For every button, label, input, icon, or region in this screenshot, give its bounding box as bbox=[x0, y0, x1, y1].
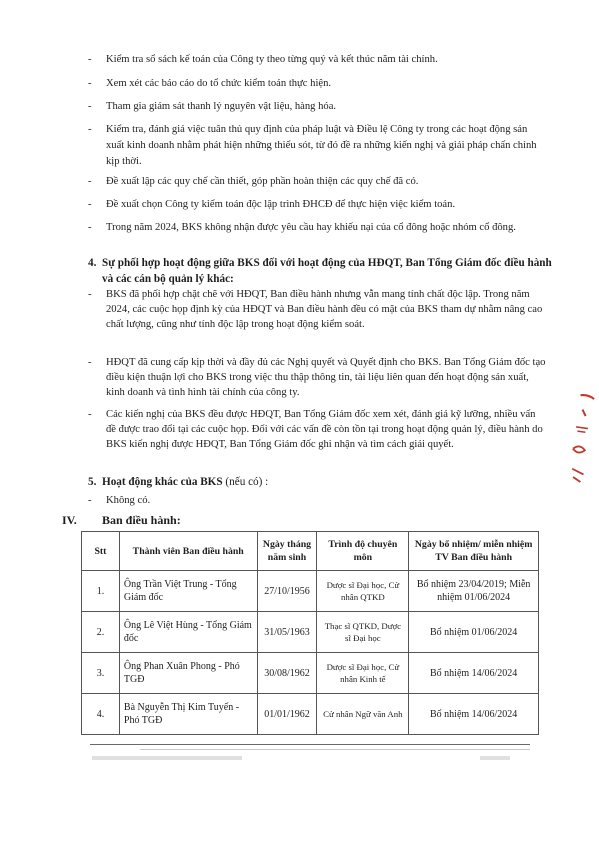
section-heading-5 bbox=[88, 474, 558, 490]
cell-birthdate: 30/08/1962 bbox=[257, 653, 317, 694]
bullet-mark: - bbox=[88, 78, 92, 89]
bullet-item bbox=[88, 76, 548, 92]
scan-artifact bbox=[92, 756, 242, 760]
bullet-text: Tham gia giám sát thanh lý nguyên vật liệu, hàng hóa. bbox=[106, 101, 337, 112]
heading-text: Sự phối hợp hoạt động giữa BKS đối với hoạt động của HĐQT, Ban Tổng Giám đốc điều hành và các cán bộ quản lý khác: bbox=[102, 257, 552, 285]
section-iv-heading bbox=[62, 513, 181, 528]
cell-birthdate: 27/10/1956 bbox=[257, 571, 317, 612]
bullet-item bbox=[88, 220, 548, 236]
bullet-item bbox=[88, 355, 548, 400]
bullet-text: Trong năm 2024, BKS không nhận được yêu cầu hay khiếu nại của cổ đông hoặc nhóm cổ đông. bbox=[106, 222, 516, 233]
bullet-mark: - bbox=[88, 495, 92, 506]
bullet-mark: - bbox=[88, 54, 92, 65]
executive-board-table bbox=[81, 531, 539, 735]
cell-appointment: Bổ nhiệm 14/06/2024 bbox=[409, 694, 539, 735]
bullet-mark: - bbox=[88, 409, 92, 420]
cell-member: Ông Lê Việt Hùng - Tổng Giám đốc bbox=[119, 612, 257, 653]
section-heading-4 bbox=[88, 255, 558, 287]
bullet-text: Xem xét các báo cáo do tổ chức kiểm toán thực hiện. bbox=[106, 78, 332, 89]
table-row bbox=[82, 612, 539, 653]
cell-qualification: Cử nhân Ngữ văn Anh bbox=[317, 694, 409, 735]
cell-member: Ông Trần Việt Trung - Tổng Giám đốc bbox=[119, 571, 257, 612]
bullet-mark: - bbox=[88, 101, 92, 112]
cell-qualification: Thạc sĩ QTKD, Dược sĩ Đại học bbox=[317, 612, 409, 653]
bullet-text: Không có. bbox=[106, 495, 151, 506]
cell-birthdate: 01/01/1962 bbox=[257, 694, 317, 735]
roman-numeral: IV. bbox=[62, 513, 77, 527]
cell-qualification: Dược sĩ Đại học, Cử nhân QTKD bbox=[317, 571, 409, 612]
bullet-mark: - bbox=[88, 199, 92, 210]
cell-qualification: Dược sĩ Đại học, Cử nhân Kinh tế bbox=[317, 653, 409, 694]
bullet-item bbox=[88, 493, 548, 509]
bullet-item bbox=[88, 52, 548, 68]
cell-appointment: Bổ nhiệm 23/04/2019; Miễn nhiệm 01/06/2024 bbox=[409, 571, 539, 612]
cell-appointment: Bổ nhiệm 14/06/2024 bbox=[409, 653, 539, 694]
bullet-text: Đề xuất chọn Công ty kiểm toán độc lập trình ĐHCĐ để thực hiện việc kiểm toán. bbox=[106, 199, 456, 210]
scan-artifact bbox=[480, 756, 510, 760]
heading-number: 5. bbox=[88, 476, 97, 488]
bullet-item bbox=[88, 287, 548, 332]
bullet-mark: - bbox=[88, 176, 92, 187]
company-seal-fragment bbox=[561, 390, 599, 493]
bullet-text: Kiểm tra, đánh giá việc tuân thủ quy định của pháp luật và Điều lệ Công ty trong các hoạt động sản xuất kinh doanh nhằm phát hiện những thiếu sót, từ đó đề ra những kiến nghị và giải pháp chấn chỉnh kịp thời. bbox=[106, 124, 537, 167]
bullet-item bbox=[88, 174, 548, 190]
bullet-text: BKS đã phối hợp chặt chẽ với HĐQT, Ban điều hành nhưng vẫn mang tính chất độc lập. Trong năm 2024, các cuộc họp định kỳ của HĐQT và Ban điều hành đều có mặt của BKS tham dự nhằm nâng cao chất lượng, cũng như tính độc lập trong hoạt động kiểm soát. bbox=[106, 289, 543, 330]
cell-birthdate: 31/05/1963 bbox=[257, 612, 317, 653]
header-cell: Ngày bổ nhiệm/ miễn nhiệm TV Ban điều hành bbox=[409, 532, 539, 571]
header-cell: Stt bbox=[82, 532, 120, 571]
cell-appointment: Bổ nhiệm 01/06/2024 bbox=[409, 612, 539, 653]
cell-member: Ông Phan Xuân Phong - Phó TGĐ bbox=[119, 653, 257, 694]
bullet-mark: - bbox=[88, 357, 92, 368]
bullet-text: Các kiến nghị của BKS đều được HĐQT, Ban Tổng Giám đốc xem xét, đánh giá kỹ lưỡng, nhiều vấn đề được trao đổi tại các cuộc họp. Đối với các vấn đề còn tồn tại trong hoạt động quản lý, điều hành do BKS kiến nghị được HĐQT, Ban Tổng Giám đốc ghi nhận và tìm cách giải quyết. bbox=[106, 409, 543, 450]
heading-number: 4. bbox=[88, 257, 97, 269]
bullet-text: Kiểm tra sổ sách kế toán của Công ty theo từng quý và kết thúc năm tài chính. bbox=[106, 54, 438, 65]
bullet-text: HĐQT đã cung cấp kịp thời và đầy đủ các Nghị quyết và Quyết định cho BKS. Ban Tổng Giám đốc tạo điều kiện thuận lợi cho BKS trong việc thu thập thông tin, tài liệu liên quan đến hoạt động sản xuất, kinh doanh và tình hình tài chính của công ty. bbox=[106, 357, 546, 398]
cell-member: Bà Nguyễn Thị Kim Tuyến - Phó TGĐ bbox=[119, 694, 257, 735]
table-row bbox=[82, 694, 539, 735]
header-cell: Ngày tháng năm sinh bbox=[257, 532, 317, 571]
heading-suffix: (nếu có) : bbox=[222, 476, 269, 488]
table-header-row bbox=[82, 532, 539, 571]
seal-mark-icon bbox=[561, 390, 599, 493]
footer-divider bbox=[90, 744, 530, 745]
footer-divider bbox=[140, 749, 530, 750]
cell-stt: 4. bbox=[82, 694, 120, 735]
cell-stt: 1. bbox=[82, 571, 120, 612]
bullet-item bbox=[88, 197, 548, 213]
bullet-mark: - bbox=[88, 289, 92, 300]
header-cell: Thành viên Ban điều hành bbox=[119, 532, 257, 571]
cell-stt: 2. bbox=[82, 612, 120, 653]
table-row bbox=[82, 571, 539, 612]
section-title: Ban điều hành: bbox=[102, 513, 181, 527]
header-cell: Trình độ chuyên môn bbox=[317, 532, 409, 571]
bullet-mark: - bbox=[88, 222, 92, 233]
bullet-item bbox=[88, 122, 548, 170]
bullet-item bbox=[88, 407, 548, 452]
cell-stt: 3. bbox=[82, 653, 120, 694]
table-row bbox=[82, 653, 539, 694]
bullet-item bbox=[88, 99, 548, 115]
heading-text: Hoạt động khác của BKS bbox=[102, 476, 223, 488]
bullet-text: Đề xuất lập các quy chế cần thiết, góp phần hoàn thiện các quy chế đã có. bbox=[106, 176, 419, 187]
bullet-mark: - bbox=[88, 124, 92, 135]
